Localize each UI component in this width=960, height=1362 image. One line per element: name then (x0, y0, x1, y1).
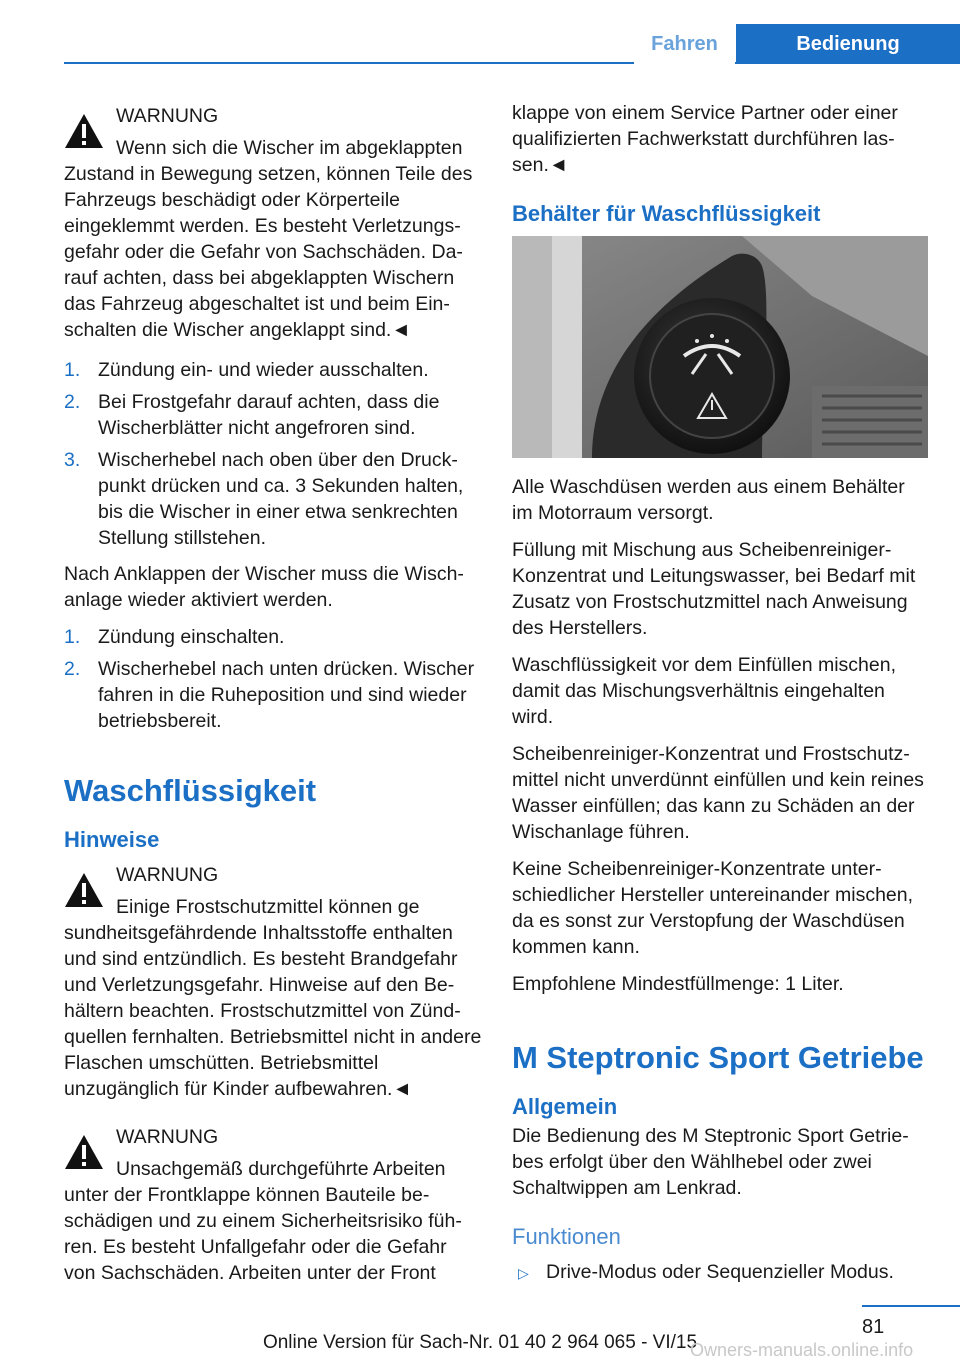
paragraph: Nach Anklappen der Wischer muss die Wischanlage wieder aktiviert werden. (64, 563, 464, 611)
section-title: M Steptronic Sport Getriebe (512, 1040, 924, 1075)
warning-icon (64, 872, 104, 908)
steps-list (64, 624, 482, 734)
paragraph: Empfohlene Mindestfüllmenge: 1 Liter. (512, 973, 844, 995)
list-item: 2. Bei Frostgefahr darauf achten, dass die Wischerblätter nicht angefroren sind. (64, 391, 440, 439)
warning-label: WARNUNG (116, 105, 219, 127)
section-title: Waschflüssigkeit (64, 773, 317, 808)
list-item: 2. Wischerhebel nach unten drücken. Wischer fahren in die Ruheposition und sind wieder betriebsbereit. (64, 658, 475, 732)
tab-fahren[interactable]: Fahren (634, 24, 735, 64)
subsection-title: Funktionen (512, 1224, 621, 1249)
paragraph: Scheibenreiniger-Konzentrat und Frostschutzmittel nicht unverdünnt einfüllen und kein reines Wasser einfüllen; das kann zu Schäden an der Wischanlage führen. (512, 743, 924, 843)
list-item: 1. Zündung ein- und wieder ausschalten. (64, 359, 429, 381)
subsection-title: Behälter für Waschflüssigkeit (512, 201, 821, 226)
triangle-bullet-icon: ▷ (518, 1265, 529, 1281)
warning-text-first: Unsachgemäß durchgeführte Arbeiten (116, 1158, 446, 1180)
list-item: ▷ Drive-Modus oder Sequenzieller Modus. (512, 1259, 930, 1285)
warning-text: unter der Frontklappe können Bauteile beschädigen und zu einem Sicherheitsrisiko führen. Es besteht Unfallgefahr oder die Gefahr von Sachschäden. Arbeiten unter der Front (64, 1184, 462, 1284)
warning-label: WARNUNG (116, 1126, 219, 1148)
warning-icon (64, 1134, 104, 1170)
warning-text-first: Einige Frostschutzmittel können ge (116, 896, 420, 918)
warning-label: WARNUNG (116, 864, 219, 886)
warning-text: Zustand in Bewegung setzen, können Teile des Fahrzeugs beschädigt oder Körperteile eingeklemmt werden. Es besteht Verletzungsgefahr oder die Gefahr von Sachschäden. Darauf achten, dass bei abgeklappten Wischern das Fahrzeug abgeschaltet ist und beim Einschalten die Wischer angeklappt sind.◄ (64, 163, 473, 341)
warning-block (64, 862, 482, 1102)
steps-list (64, 357, 482, 551)
paragraph: Alle Waschdüsen werden aus einem Behälter im Motorraum versorgt. (512, 476, 905, 524)
paragraph: Die Bedienung des M Steptronic Sport Getriebes erfolgt über den Wählhebel oder zwei Schaltwippen am Lenkrad. (512, 1125, 909, 1199)
warning-block (64, 103, 482, 343)
subsection-title: Hinweise (64, 827, 160, 852)
right-column (512, 100, 930, 1285)
page-number: 81 (862, 1316, 885, 1338)
left-column (64, 100, 482, 1300)
subsection-title: Allgemein (512, 1094, 618, 1119)
footer-rule (862, 1305, 960, 1307)
paragraph: Waschflüssigkeit vor dem Einfüllen mischen, damit das Mischungsverhältnis eingehalten wird. (512, 654, 897, 728)
washer-reservoir-photo (512, 236, 928, 458)
warning-icon (64, 113, 104, 149)
footer-text: Online Version für Sach-Nr. 01 40 2 964 065 - VI/15 (262, 1332, 698, 1353)
paragraph: Keine Scheibenreiniger-Konzentrate unterschiedlicher Hersteller untereinander mischen, da es sonst zur Verstopfung der Waschdüsen kommen kann. (512, 858, 914, 958)
bullet-list (512, 1259, 930, 1285)
watermark: Owners-manuals.online.info (690, 1340, 914, 1360)
paragraph: Füllung mit Mischung aus Scheibenreiniger-Konzentrat und Leitungswasser, bei Bedarf mit Zusatz von Frostschutzmittel nach Anweisung des Herstellers. (512, 539, 916, 639)
paragraph: klappe von einem Service Partner oder einer qualifizierten Fachwerkstatt durchführen lassen.◄ (512, 102, 898, 176)
list-item: 3. Wischerhebel nach oben über den Druckpunkt drücken und ca. 3 Sekunden halten, bis die Wischer in einer etwa senkrechten Stellung stillstehen. (64, 449, 464, 549)
tab-bedienung[interactable]: Bedienung (736, 24, 960, 64)
warning-text-first: Wenn sich die Wischer im abgeklappten (116, 137, 463, 159)
warning-text: sundheitsgefährdende Inhaltsstoffe enthalten und sind entzündlich. Es besteht Brandgefahr und Verletzungsgefahr. Hinweise auf den Behältern beachten. Frostschutzmittel von Zündquellen fernhalten. Betriebsmittel nicht in andere Flaschen umschütten. Betriebsmittel unzugänglich für Kinder aufbewahren.◄ (64, 922, 482, 1100)
warning-block (64, 1124, 482, 1286)
list-item: 1. Zündung einschalten. (64, 626, 285, 648)
